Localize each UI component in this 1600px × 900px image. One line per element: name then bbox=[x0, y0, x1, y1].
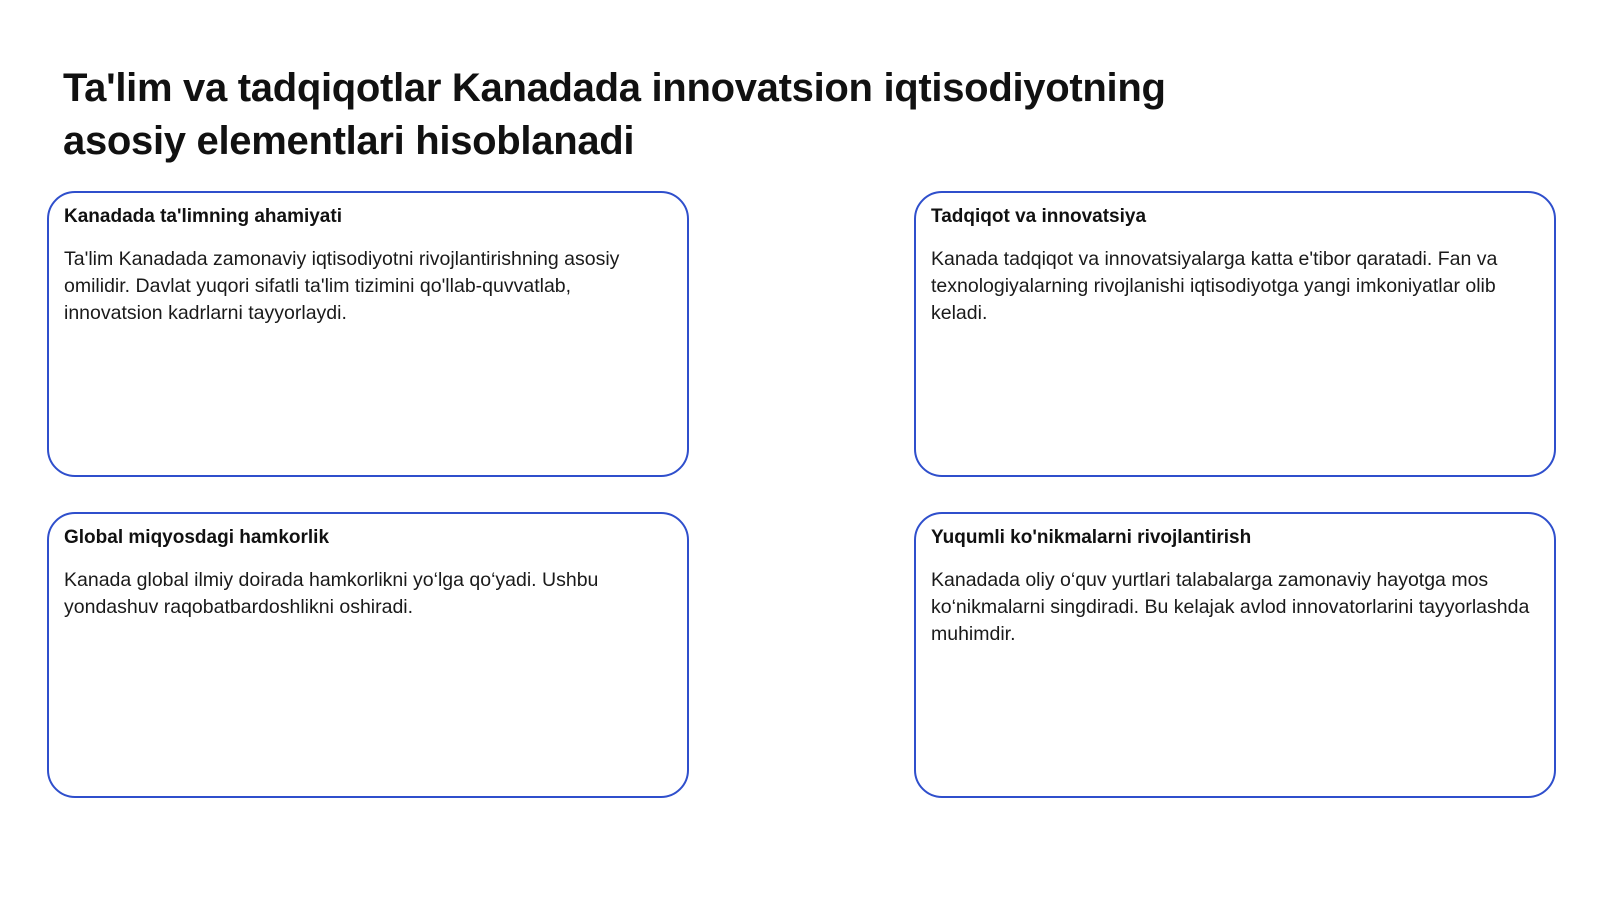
card-skills-development bbox=[914, 512, 1556, 798]
card-research-innovation bbox=[914, 191, 1556, 477]
slide-title: Ta'lim va tadqiqotlar Kanadada innovatsion iqtisodiyotning asosiy elementlari hisoblanadi bbox=[63, 66, 1166, 163]
card-body: Kanada tadqiqot va innovatsiyalarga katta e'tibor qaratadi. Fan va texnologiyalarning rivojlanishi iqtisodiyotga yangi imkoniyatlar olib keladi. bbox=[931, 248, 1498, 324]
card-heading: Global miqyosdagi hamkorlik bbox=[64, 527, 330, 548]
card-body: Kanada global ilmiy doirada hamkorlikni yo‘lga qo‘yadi. Ushbu yondashuv raqobatbardoshlikni oshiradi. bbox=[64, 569, 599, 618]
card-heading: Kanadada ta'limning ahamiyati bbox=[64, 206, 342, 227]
card-global-cooperation bbox=[47, 512, 689, 798]
card-heading: Yuqumli ko'nikmalarni rivojlantirish bbox=[931, 527, 1252, 548]
card-body: Kanadada oliy o‘quv yurtlari talabalarga zamonaviy hayotga mos ko‘nikmalarni singdiradi. Bu kelajak avlod innovatorlarini tayyorlashda muhimdir. bbox=[931, 569, 1530, 645]
card-heading: Tadqiqot va innovatsiya bbox=[931, 206, 1147, 227]
card-body: Ta'lim Kanadada zamonaviy iqtisodiyotni rivojlantirishning asosiy omilidir. Davlat yuqori sifatli ta'lim tizimini qo'llab-quvvatlab, innovatsion kadrlarni tayyorlaydi. bbox=[64, 248, 620, 324]
card-education-importance bbox=[47, 191, 689, 477]
